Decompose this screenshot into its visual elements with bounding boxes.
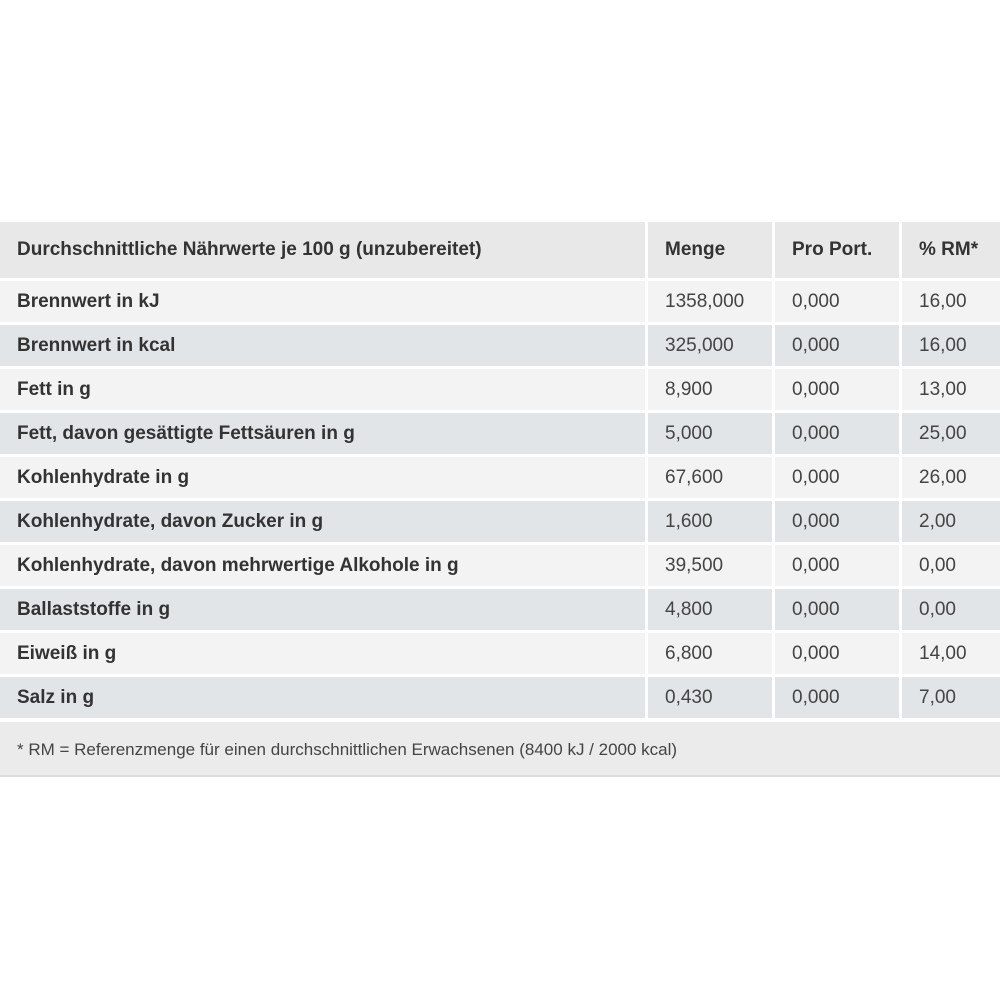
nutrient-name: Eiweiß in g	[0, 633, 648, 677]
rm-value: 0,00	[902, 589, 1000, 633]
nutrient-name: Salz in g	[0, 677, 648, 721]
pro-port-value: 0,000	[775, 369, 902, 413]
menge-value: 8,900	[648, 369, 775, 413]
rm-value: 16,00	[902, 325, 1000, 369]
reference-footnote: * RM = Referenzmenge für einen durchschnittlichen Erwachsenen (8400 kJ / 2000 kcal)	[0, 722, 1000, 777]
rm-value: 2,00	[902, 501, 1000, 545]
pro-port-value: 0,000	[775, 281, 902, 325]
table-row	[0, 589, 1000, 633]
header-row	[0, 222, 1000, 281]
header-menge: Menge	[648, 222, 775, 281]
menge-value: 1358,000	[648, 281, 775, 325]
nutrient-name: Fett, davon gesättigte Fettsäuren in g	[0, 413, 648, 457]
rm-value: 16,00	[902, 281, 1000, 325]
menge-value: 325,000	[648, 325, 775, 369]
nutrition-panel	[0, 222, 1000, 777]
rm-value: 13,00	[902, 369, 1000, 413]
nutrient-name: Ballaststoffe in g	[0, 589, 648, 633]
nutrient-name: Kohlenhydrate in g	[0, 457, 648, 501]
rm-value: 7,00	[902, 677, 1000, 721]
table-header	[0, 222, 1000, 281]
pro-port-value: 0,000	[775, 589, 902, 633]
nutrient-name: Brennwert in kJ	[0, 281, 648, 325]
table-body	[0, 281, 1000, 721]
table-row	[0, 325, 1000, 369]
header-nutrient: Durchschnittliche Nährwerte je 100 g (unzubereitet)	[0, 222, 648, 281]
menge-value: 0,430	[648, 677, 775, 721]
menge-value: 67,600	[648, 457, 775, 501]
pro-port-value: 0,000	[775, 677, 902, 721]
nutrient-name: Brennwert in kcal	[0, 325, 648, 369]
pro-port-value: 0,000	[775, 325, 902, 369]
pro-port-value: 0,000	[775, 413, 902, 457]
table-row	[0, 545, 1000, 589]
menge-value: 39,500	[648, 545, 775, 589]
menge-value: 6,800	[648, 633, 775, 677]
nutrient-name: Fett in g	[0, 369, 648, 413]
nutrient-name: Kohlenhydrate, davon Zucker in g	[0, 501, 648, 545]
nutrition-table	[0, 222, 1000, 721]
pro-port-value: 0,000	[775, 545, 902, 589]
rm-value: 14,00	[902, 633, 1000, 677]
table-row	[0, 677, 1000, 721]
menge-value: 1,600	[648, 501, 775, 545]
table-row	[0, 413, 1000, 457]
table-row	[0, 633, 1000, 677]
header-rm: % RM*	[902, 222, 1000, 281]
rm-value: 0,00	[902, 545, 1000, 589]
rm-value: 25,00	[902, 413, 1000, 457]
table-row	[0, 457, 1000, 501]
pro-port-value: 0,000	[775, 457, 902, 501]
rm-value: 26,00	[902, 457, 1000, 501]
table-row	[0, 369, 1000, 413]
table-row	[0, 281, 1000, 325]
nutrient-name: Kohlenhydrate, davon mehrwertige Alkohole in g	[0, 545, 648, 589]
menge-value: 5,000	[648, 413, 775, 457]
header-pro-port: Pro Port.	[775, 222, 902, 281]
pro-port-value: 0,000	[775, 501, 902, 545]
pro-port-value: 0,000	[775, 633, 902, 677]
table-row	[0, 501, 1000, 545]
menge-value: 4,800	[648, 589, 775, 633]
